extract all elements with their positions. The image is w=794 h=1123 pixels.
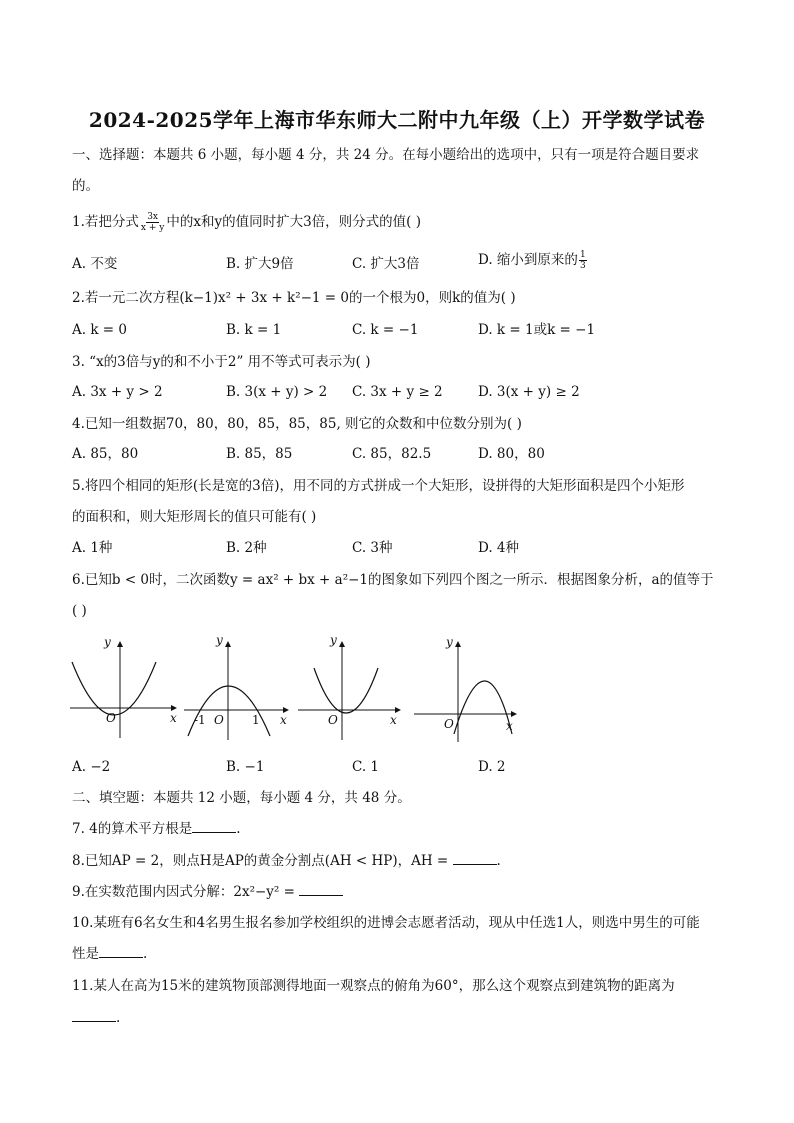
q3-option-d[interactable]: D. 3(x + y) ≥ 2 [478, 384, 580, 400]
q3-option-a[interactable]: A. 3x + y > 2 [72, 384, 163, 400]
q1-option-b[interactable]: B. 扩大9倍 [226, 256, 294, 272]
one-label: 1 [252, 713, 260, 727]
q2-option-b[interactable]: B. k = 1 [226, 322, 282, 338]
q6-option-c[interactable]: C. 1 [352, 759, 380, 775]
q2-option-d[interactable]: D. k = 1或k = −1 [478, 322, 596, 338]
q6-option-d[interactable]: D. 2 [478, 759, 506, 775]
q6-graph-1 [70, 635, 177, 738]
origin-label: O [106, 711, 116, 725]
question-6: 6.已知b < 0时，二次函数y = ax² + bx + a²−1的图象如下列四个图之一所示．根据图象分析，a的值等于 [72, 572, 714, 588]
q1-option-d[interactable]: D. 缩小到原来的 $\frac{1}{3}$ [478, 250, 586, 271]
question-4: 4.已知一组数据70，80，80，85，85，85, 则它的众数和中位数分别为( ) [72, 416, 522, 432]
y-label: y [216, 633, 223, 647]
parabola [314, 668, 378, 713]
q5-option-d[interactable]: D. 4种 [478, 540, 520, 556]
q6-graph-2 [184, 633, 288, 740]
question-8: 8.已知AP = 2，则点H是AP的黄金分割点(AH < HP)，AH = . [72, 853, 501, 869]
origin-label: O [444, 717, 454, 731]
x-label: x [506, 719, 513, 733]
origin-label: O [214, 713, 224, 727]
q5-option-a[interactable]: A. 1种 [72, 540, 113, 556]
parabola [188, 686, 270, 736]
y-label: y [104, 635, 111, 649]
q1-suffix: 中的x和y的值同时扩大3倍，则分式的值( ) [166, 214, 421, 230]
question-10: 10.某班有6名女生和4名男生报名参加学校组织的进博会志愿者活动，现从中任选1人，则选中男生的可能 [72, 915, 700, 931]
question-3: 3. “x的3倍与y的和不小于2” 用不等式可表示为( ) [72, 354, 371, 370]
q4-option-c[interactable]: C. 85，82.5 [352, 446, 432, 462]
question-10-cont: 性是 . [72, 946, 148, 962]
q7-answer-blank[interactable] [192, 820, 236, 833]
q6-graph-4 [414, 635, 516, 742]
x-label: x [170, 711, 177, 725]
question-11: 11.某人在高为15米的建筑物顶部测得地面一观察点的俯角为60°，那么这个观察点到建筑物的距离为 [72, 978, 675, 994]
section2-heading: 二、填空题：本题共 12 小题，每小题 4 分，共 48 分。 [72, 790, 411, 806]
q1-option-c[interactable]: C. 扩大3倍 [352, 256, 420, 272]
question-5: 5.将四个相同的矩形(长是宽的3倍)，用不同的方式拼成一个大矩形，设拼得的大矩形面积是四个小矩形 [72, 478, 685, 494]
q5-option-c[interactable]: C. 3种 [352, 540, 393, 556]
q4-option-b[interactable]: B. 85，85 [226, 446, 293, 462]
x-label: x [390, 713, 397, 727]
q6-option-a[interactable]: A. −2 [72, 759, 111, 775]
q3-option-c[interactable]: C. 3x + y ≥ 2 [352, 384, 443, 400]
q1-option-a[interactable]: A. 不变 [72, 256, 118, 272]
question-7: 7. 4的算术平方根是 . [72, 821, 241, 837]
section1-heading-cont: 的。 [72, 178, 99, 194]
y-label: y [330, 633, 337, 647]
q8-answer-blank[interactable] [453, 852, 497, 865]
question-11-cont: . [72, 1008, 120, 1028]
q4-option-a[interactable]: A. 85，80 [72, 446, 139, 462]
q1-d-fraction: $\frac{1}{3}$ [579, 250, 586, 271]
q6-option-b[interactable]: B. −1 [226, 759, 265, 775]
q4-option-d[interactable]: D. 80，80 [478, 446, 545, 462]
q10-answer-blank[interactable] [99, 945, 143, 958]
q1-fraction: $\frac{3x}{x + y}$ [140, 212, 165, 233]
parabola [454, 681, 512, 734]
page-title: 2024-2025学年上海市华东师大二附中九年级（上）开学数学试卷 [88, 108, 706, 132]
q2-option-a[interactable]: A. k = 0 [72, 322, 127, 338]
q11-answer-blank[interactable] [72, 1009, 116, 1022]
q5-option-b[interactable]: B. 2种 [226, 540, 267, 556]
neg-one-label: -1 [194, 713, 206, 727]
q3-option-b[interactable]: B. 3(x + y) > 2 [226, 384, 328, 400]
parabola [72, 662, 156, 715]
q1-prefix: 1.若把分式 [72, 214, 139, 230]
q2-option-c[interactable]: C. k = −1 [352, 322, 419, 338]
question-2: 2.若一元二次方程(k−1)x² + 3x + k²−1 = 0的一个根为0，则k的值为( ) [72, 290, 516, 306]
q6-graphs [66, 628, 526, 748]
question-6-cont: ( ) [72, 603, 87, 619]
question-5-cont: 的面积和，则大矩形周长的值只可能有( ) [72, 509, 317, 525]
q6-graph-3 [298, 633, 400, 740]
x-label: x [280, 713, 287, 727]
section1-heading: 一、选择题：本题共 6 小题，每小题 4 分，共 24 分。在每小题给出的选项中，只有一项是符合题目要求 [72, 147, 700, 163]
q9-answer-blank[interactable] [299, 883, 343, 896]
question-1 [72, 212, 421, 233]
question-9: 9.在实数范围内因式分解：2x²−y² = [72, 882, 343, 902]
y-label: y [446, 635, 453, 649]
origin-label: O [328, 713, 338, 727]
